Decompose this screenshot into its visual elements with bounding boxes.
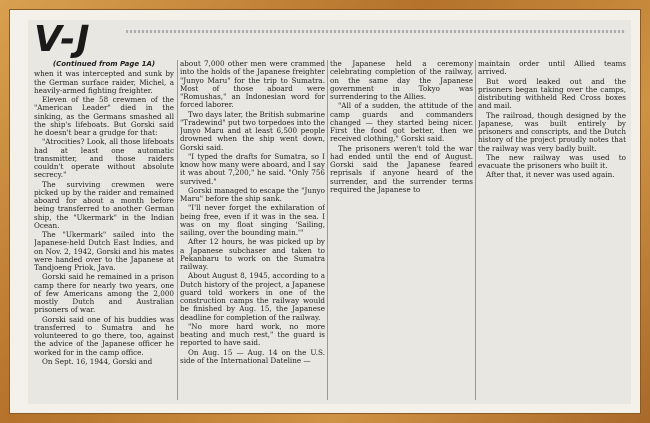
paragraph: Gorski said he remained in a prison camp there for nearly two years, one of few Americans among the 2,000 mostly Dutch and Australian prisoners of war. [34,272,174,315]
paragraph: The railroad, though designed by the Japanese, was built entirely by prisoners and conscripts, and the Dutch history of the project proudly notes that the railway was very badly built. [478,110,626,153]
paragraph: Gorski managed to escape the "Junyo Maru" before the ship sank. [180,185,325,203]
paragraph: the Japanese held a ceremony celebrating completion of the railway, on the same day the Japanese government in Tokyo was surrendering to the Allies. [330,60,473,101]
paragraph: "I'll never forget the exhilaration of being free, even if it was in the sea. I was on my float singing 'Sailing, sailing, over the bounding main.'" [180,203,325,237]
paragraph: The surviving crewmen were picked up by the raider and remained aboard for about a month before being transferred to another German ship, the "Ukermark" in the Indian Ocean. [34,179,174,230]
article-column-3 [330,60,473,400]
paragraph: maintain order until Allied teams arrived. [478,60,626,77]
paragraph: "All of a sudden, the attitude of the camp guards and commanders changed — they started being nicer. First the food got better, then we received clothing," Gorski said. [330,101,473,144]
paragraph: But word leaked out and the prisoners began taking over the camps, distributing withheld Red Cross boxes and mail. [478,76,626,111]
paragraph: After that, it never was used again. [486,170,615,180]
header-rule [126,30,626,33]
paragraph: The new railway was used to evacuate the prisoners who built it. [478,152,626,170]
paragraph: Gorski said one of his buddies was transferred to Sumatra and he volunteered to go there, too, against the advice of the Japanese officer he worked for in the camp office. [34,314,174,357]
paragraph: when it was intercepted and sunk by the German surface raider, Michel, a heavily-armed fighting freighter. [34,69,174,95]
paragraph: "No more hard work, no more beating and much rest," the guard is reported to have said. [180,321,325,348]
column-rule [177,60,178,400]
column-rule [475,60,476,400]
paragraph: On Aug. 15 — Aug. 14 on the U.S. side of the International Dateline — [180,347,325,365]
paragraph: Two days later, the British submarine "Tradewind" put two torpedoes into the Junyo Maru and at least 6,500 people drowned when the ship went down, Gorski said. [180,109,325,152]
paragraph: about 7,000 other men were crammed into the holds of the Japanese freighter "Junyo Maru" for the trip to Sumatra. Most of those aboard were "Romushas," an Indonesian word for forced laborer. [180,60,325,110]
paragraph: After 12 hours, he was picked up by a Japanese subchaser and taken to Pekanbaru to work on the Sumatra railway. [180,237,325,271]
article-column-2 [180,60,325,400]
headline: V-J [34,20,91,60]
paragraph: About August 8, 1945, according to a Dutch history of the project, a Japanese guard told workers in one of the construction camps the railway would be finished by Aug. 15, the Japanese deadline for completion of the railway. [180,271,325,322]
newspaper-clipping [28,20,631,404]
paragraph: Eleven of the 58 crewmen of the "American Leader" died in the sinking, as the Germans smashed all the ship's lifeboats. But Gorski said he doesn't bear a grudge for that: [34,95,174,137]
continued-line: (Continued from Page 1A) [52,60,156,68]
paragraph: "I typed the drafts for Sumatra, so I know how many were aboard, and I say it was about 7,200," he said. "Only 756 survived." [180,151,325,186]
article-column-1 [34,60,174,400]
paragraph: The "Ukermark" sailed into the Japanese-held Dutch East Indies, and on Nov. 2, 1942, Gorski and his mates were handed over to the Japanese at Tandjoeng Priok, Java. [34,230,174,272]
article-column-4 [478,60,626,400]
paragraph: The prisoners weren't told the war had ended until the end of August. Gorski said the Japanese feared reprisals if anyone heard of the surrender, and the surrender terms required the Japanese to [330,143,473,194]
column-rule [327,60,328,400]
paragraph: On Sept. 16, 1944, Gorski and [42,356,153,366]
paragraph: "Atrocities? Look, all those lifeboats had at least one automatic transmitter, and those raiders couldn't operate without absolute secrecy." [34,137,174,180]
